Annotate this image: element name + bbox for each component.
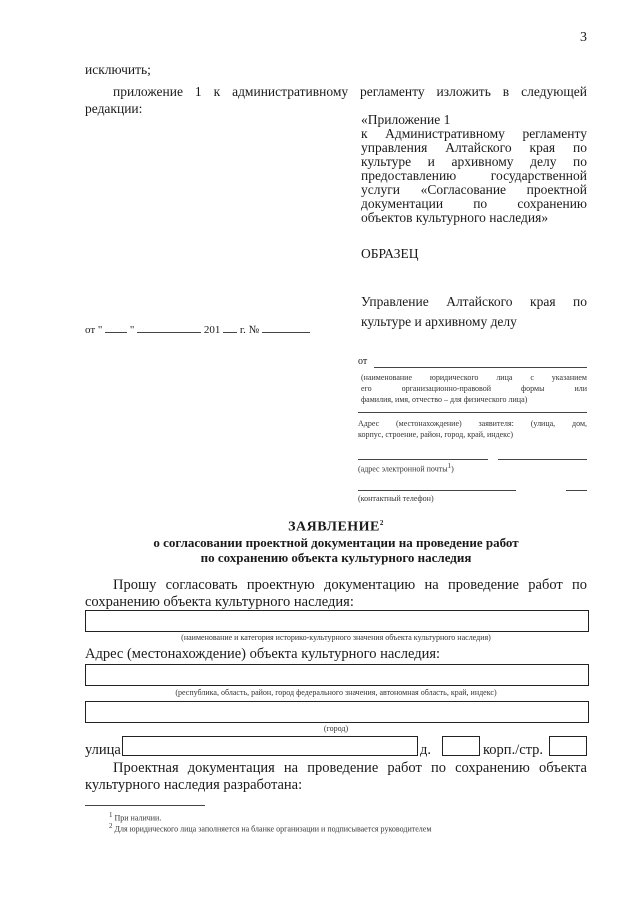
object-address-label: Адрес (местонахождение) объекта культурного наследия: xyxy=(85,646,441,662)
body-para-2-line-1: Проектная документация на проведение работ по сохранению объекта xyxy=(113,760,587,776)
object-region-field[interactable] xyxy=(85,664,589,686)
appendix-block xyxy=(361,113,587,225)
appendix-line-2: управления Алтайского края по xyxy=(361,140,587,155)
applicant-address-line[interactable] xyxy=(358,412,587,413)
applicant-phone-hint: (контактный телефон) xyxy=(358,494,434,503)
date-line xyxy=(85,324,310,336)
sample-label: ОБРАЗЕЦ xyxy=(361,246,419,261)
applicant-hint-1: (наименование юридического лица с указанием xyxy=(361,373,587,382)
applicant-phone-line[interactable] xyxy=(358,490,516,491)
object-name-hint: (наименование и категория историко-культурного значения объекта культурного наследия) xyxy=(181,633,491,642)
applicant-name-hint xyxy=(361,372,587,405)
footnote-1 xyxy=(109,811,161,823)
applicant-name-line[interactable] xyxy=(374,367,587,368)
appendix-line-4: предоставлению государственной xyxy=(361,168,587,183)
building-label: корп./стр. xyxy=(483,742,544,758)
footnote-2-text: Для юридического лица заполняется на бланке организации и подписывается руководителем xyxy=(114,824,432,834)
appendix-line-6: документации по сохранению xyxy=(361,196,587,211)
body-para-1-line-2: сохранению объекта культурного наследия: xyxy=(85,594,354,610)
house-field[interactable] xyxy=(442,736,480,756)
object-region-hint: (республика, область, район, город федерального значения, автономная область, край, индекс) xyxy=(175,688,497,697)
applicant-email-line[interactable] xyxy=(358,459,488,460)
page-number: 3 xyxy=(580,30,587,45)
street-label: улица xyxy=(85,742,121,758)
appendix-line-3: культуре и архивному делу по xyxy=(361,154,587,169)
applicant-hint-2: его организационно-правовой формы или xyxy=(361,384,587,393)
footnote-1-sup: 1 xyxy=(109,811,113,819)
date-day-blank[interactable] xyxy=(105,332,127,333)
title-text: ЗАЯВЛЕНИЕ xyxy=(288,519,380,535)
date-year: 201 xyxy=(203,324,221,336)
object-name-field[interactable] xyxy=(85,610,589,632)
applicant-phone-line-2[interactable] xyxy=(566,490,587,491)
footnote-2 xyxy=(109,822,431,834)
footnote-1-text: При наличии. xyxy=(114,813,162,823)
date-from-label: от " xyxy=(85,324,103,336)
intro-line-1: исключить; xyxy=(85,62,151,77)
intro-line-3: редакции: xyxy=(85,101,143,116)
document-title xyxy=(85,519,587,536)
object-city-field[interactable] xyxy=(85,701,589,723)
applicant-addr-hint-1: Адрес (местонахождение) заявителя: (улица, дом, xyxy=(358,419,587,428)
footnote-separator xyxy=(85,805,205,806)
appendix-line-7: объектов культурного наследия» xyxy=(361,210,549,225)
street-field[interactable] xyxy=(122,736,418,756)
applicant-hint-3: фамилия, имя, отчество – для физического лица) xyxy=(361,395,528,404)
applicant-address-hint xyxy=(358,418,587,440)
body-para-1-line-1: Прошу согласовать проектную документацию на проведение работ по xyxy=(113,577,587,593)
appendix-line-5: услуги «Согласование проектной xyxy=(361,182,587,197)
date-number-label: г. № xyxy=(239,324,260,336)
document-subtitle-1: о согласовании проектной документации на проведение работ xyxy=(153,535,519,550)
house-label: д. xyxy=(420,742,432,758)
applicant-addr-hint-2: корпус, строение, район, город, край, индекс) xyxy=(358,430,514,439)
applicant-email-hint: (адрес электронной почты$^1$) xyxy=(358,462,454,474)
title-sup: 2 xyxy=(379,519,384,527)
applicant-from-label: от xyxy=(358,356,368,367)
intro-line-2: приложение 1 к административному регламенту изложить в следующей xyxy=(113,84,587,99)
object-city-hint: (город) xyxy=(323,724,349,733)
date-quote: " xyxy=(129,324,135,336)
footnote-2-sup: 2 xyxy=(109,822,113,830)
applicant-email-line-2[interactable] xyxy=(498,459,587,460)
email-hint-text: (адрес электронной почты xyxy=(358,464,448,474)
building-field[interactable] xyxy=(549,736,587,756)
date-year-blank[interactable] xyxy=(223,332,237,333)
document-subtitle-2: по сохранению объекта культурного наследия xyxy=(200,550,472,565)
date-month-blank[interactable] xyxy=(137,332,201,333)
appendix-heading: «Приложение 1 xyxy=(361,112,451,127)
addressee-line-1: Управление Алтайского края по xyxy=(361,294,587,309)
appendix-line-1: к Административному регламенту xyxy=(361,126,587,141)
email-hint-sup: 1 xyxy=(447,462,452,470)
body-para-2-line-2: культурного наследия разработана: xyxy=(85,777,303,793)
addressee-line-2: культуре и архивному делу xyxy=(361,314,517,329)
date-number-blank[interactable] xyxy=(262,332,310,333)
